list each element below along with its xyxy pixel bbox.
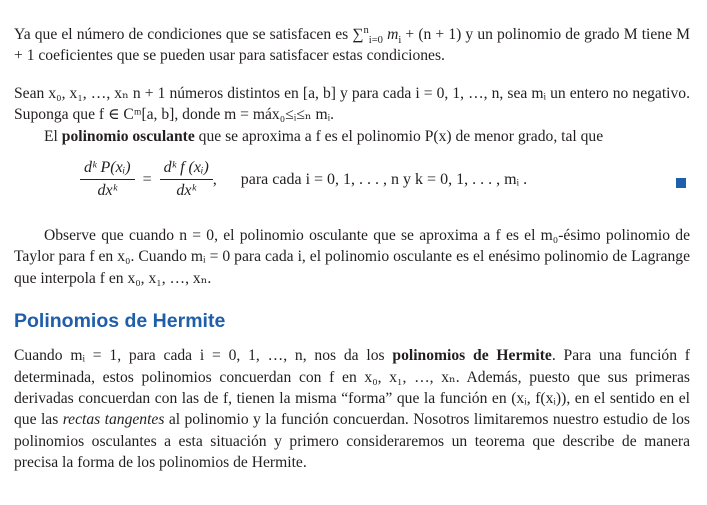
osculating-equation: $\frac{\text{dᵏ P(xᵢ)}}{\text{dxᵏ}}$ = $\frac{\text{dᵏ f (xᵢ)}}{\text{dxᵏ}}$ , para cada i = 0, 1, . . . , n y k = 0, 1, . . . , mᵢ . (14, 153, 690, 215)
equation-condition: para cada i = 0, 1, . . . , n y k = 0, 1, . . . , mᵢ . (240, 170, 528, 188)
sum-symbol: ∑$^n_{i=0}$ (352, 24, 383, 47)
term-osculating-polynomial: polinomio osculante (61, 127, 195, 145)
paragraph-definition-setup: Sean x₀, x₁, …, xₙ n + 1 números distintos en [a, b] y para cada i = 0, 1, …, n, sea mᵢ un entero no negativo. Suponga que f ∈ Cᵐ[a, b], donde m = máx₀≤ᵢ≤ₙ mᵢ. (14, 84, 690, 124)
paragraph-conditions: Ya que el número de condiciones que se satisfacen es ∑$^n_{i=0}$ $m_i + (n + 1)$ y un polinomio de grado M tiene M + 1 coeficientes que se pueden usar para satisfacer estas condiciones. (14, 24, 690, 65)
term-hermite-polynomials: polinomios de Hermite (392, 347, 552, 365)
paragraph-hermite: Cuando mᵢ = 1, para cada i = 0, 1, …, n, nos da los polinomios de Hermite. Para una función f determinada, estos polinomios concuerdan con f en x₀, x₁, …, xₙ. Además, puesto que sus primeras derivadas concuerdan con las de f, tienen la misma “forma” que la función en (xᵢ, f(xᵢ)), en el sentido en el que las rectas tangentes al polinomio y la función concuerdan. Nosotros limitaremos nuestro estudio de los polinomios osculantes a esta situación y primero consideraremos un teorema que describe de manera precisa la forma de los polinomios de Hermite. (14, 347, 690, 472)
page-content (14, 24, 690, 474)
paragraph-definition: El polinomio osculante que se aproxima a f es el polinomio P(x) de menor grado, tal que (44, 127, 604, 145)
section-title: Polinomios de Hermite (14, 310, 226, 333)
end-of-definition-square-icon (676, 178, 686, 188)
paragraph-observation: Observe que cuando n = 0, el polinomio osculante que se aproxima a f es el m₀-ésimo polinomio de Taylor para f en x₀. Cuando mᵢ = 0 para cada i, el polinomio osculante es el enésimo polinomio de Lagrange que interpola f en x₀, x₁, …, xₙ. (14, 227, 690, 287)
lhs-fraction: $\frac{\text{dᵏ P(xᵢ)}}{\text{dxᵏ}}$ (80, 157, 135, 202)
rhs-fraction: $\frac{\text{dᵏ f (xᵢ)}}{\text{dxᵏ}}$ (160, 157, 213, 202)
